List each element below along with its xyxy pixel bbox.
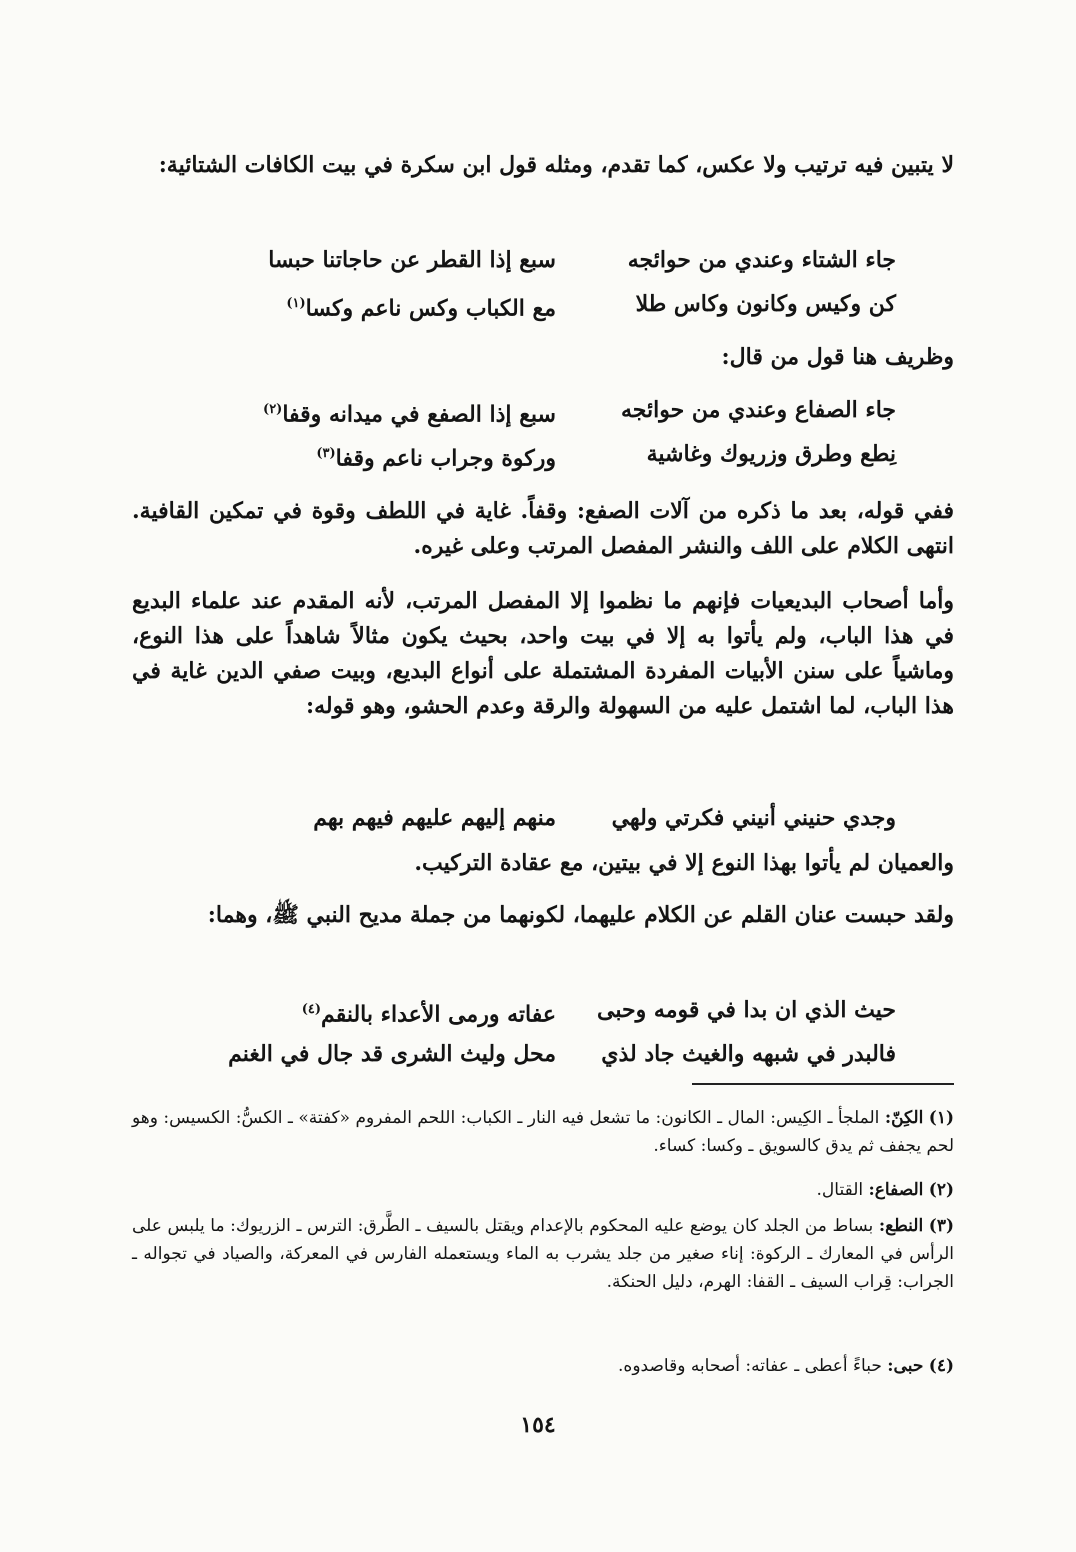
footnote-3-number: (٣) xyxy=(928,1216,955,1236)
footnote-1-number: (١) xyxy=(928,1108,955,1128)
paragraph-blind-poets: والعميان لم يأتوا بهذا النوع إلا في بيتين، مع عقادة التركيب. xyxy=(414,850,954,876)
footnote-2-term: الصفاع: xyxy=(868,1180,924,1200)
footnote-ref-4: (٤) xyxy=(301,1002,322,1017)
verse-6-second-text: عفاته ورمى الأعداء بالنقم xyxy=(321,1001,556,1028)
footnote-separator xyxy=(692,1083,954,1085)
verse-line-7 xyxy=(0,1034,1076,1074)
verse-line-3 xyxy=(0,390,1076,430)
verse-1-first-hemistich: جاء الشتاء وعندي من حوائجه xyxy=(627,247,896,273)
verse-line-6 xyxy=(0,990,1076,1030)
verse-7-second-hemistich: محل وليث الشرى قد جال في الغنم xyxy=(228,1041,556,1067)
verse-5-second-hemistich: منهم إليهم عليهم فيهم بهم xyxy=(313,805,556,831)
footnote-1-term: الكِنّ: xyxy=(884,1108,924,1128)
verse-line-2 xyxy=(0,284,1076,324)
footnote-2-text: القتال. xyxy=(816,1180,864,1200)
verse-3-second-hemistich xyxy=(216,390,556,434)
verse-2-first-hemistich: كن وكيس وكانون وكاس طلا xyxy=(635,291,896,317)
verse-4-second-hemistich xyxy=(216,434,556,478)
paragraph-badiiyat: وأما أصحاب البديعيات فإنهم ما نظموا إلا المفصل المرتب، لأنه المقدم عند علماء البديع في هذا الباب، ولم يأتوا به إلا في بيت واحد، بحيث يكون مثالاً شاهداً على هذا النوع، وماشياً على سنن الأبيات المفردة المشتملة على أنواع البديع، وبيت صفي الدين غاية في هذا الباب، لما اشتمل عليه من السهولة والرقة وعدم الحشو، وهو قوله: xyxy=(132,588,954,719)
verse-line-4 xyxy=(0,434,1076,474)
verse-6-first-hemistich: حيث الذي ان بدا في قومه وحبى xyxy=(597,997,896,1023)
verse-4-second-text: وركوة وجراب ناعم وقفا xyxy=(335,445,556,472)
verse-4-first-hemistich: نِطع وطرق وزريوك وغاشية xyxy=(646,441,896,467)
footnote-3-text: بساط من الجلد كان يوضع عليه المحكوم بالإعدام ويقتل بالسيف ـ الطَّرق: الترس ـ الزريوك: ما يلبس على الرأس في المعارك ـ الركوة: إناء صغير من جلد يشرب به الماء ويستعمله الفارس في المعركة، والصياد في تجواله ـ الجراب: قِراب السيف ـ القفا: الهرم، دليل الحنكة. xyxy=(132,1216,954,1292)
verse-6-second-hemistich xyxy=(216,990,556,1034)
footnote-ref-1: (١) xyxy=(286,296,306,311)
verse-line-1 xyxy=(0,240,1076,280)
footnote-2 xyxy=(132,1176,954,1204)
verse-3-first-hemistich: جاء الصفاع وعندي من حوائجه xyxy=(620,397,896,423)
footnote-1 xyxy=(132,1104,954,1160)
verse-7-first-hemistich: فالبدر في شبهه والغيث جاد لذي xyxy=(601,1041,896,1067)
paragraph-transition: وظريف هنا قول من قال: xyxy=(721,344,954,370)
footnote-ref-2: (٢) xyxy=(263,402,283,417)
verse-5-first-hemistich: وجدي حنيني أنيني فكرتي ولهي xyxy=(611,805,896,831)
verse-line-5 xyxy=(0,798,1076,838)
footnote-2-number: (٢) xyxy=(928,1180,954,1200)
footnote-3 xyxy=(132,1212,954,1296)
verse-2-second-hemistich xyxy=(216,284,556,328)
page-number: ١٥٤ xyxy=(520,1412,556,1438)
footnote-4-text: حباءً أعطى ـ عفاته: أصحابه وقاصدوه. xyxy=(618,1356,882,1376)
paragraph-restraint: ولقد حبست عنان القلم عن الكلام عليهما، لكونهما من جملة مديح النبي ﷺ، وهما: xyxy=(207,902,954,928)
footnote-ref-3: (٣) xyxy=(316,446,336,461)
verse-2-second-text: مع الكباب وكس ناعم وكسا xyxy=(305,295,556,322)
footnote-4-term: حبى: xyxy=(887,1356,924,1376)
footnote-1-text: الملجأ ـ الكِيس: المال ـ الكانون: ما تشعل فيه النار ـ الكباب: اللحم المفروم «كفتة» ـ الكسُّ: الكسيس: وهو لحم يجفف ثم يدق كالسويق ـ وكسا: كساء. xyxy=(132,1108,954,1156)
verse-1-second-hemistich: سبع إذا القطر عن حاجاتنا حبسا xyxy=(268,247,556,273)
footnote-4 xyxy=(132,1352,954,1380)
footnote-4-number: (٤) xyxy=(928,1356,954,1376)
paragraph-commentary: ففي قوله، بعد ما ذكره من آلات الصفع: وقفاً. غاية في اللطف وقوة في تمكين القافية. انتهى الكلام على اللف والنشر المفصل المرتب وعلى غيره. xyxy=(132,498,954,559)
footnote-3-term: النطع: xyxy=(878,1216,924,1236)
verse-3-second-text: سبع إذا الصفع في ميدانه وقفا xyxy=(282,401,556,428)
paragraph-intro: لا يتبين فيه ترتيب ولا عكس، كما تقدم، ومثله قول ابن سكرة في بيت الكافات الشتائية: xyxy=(158,152,954,178)
